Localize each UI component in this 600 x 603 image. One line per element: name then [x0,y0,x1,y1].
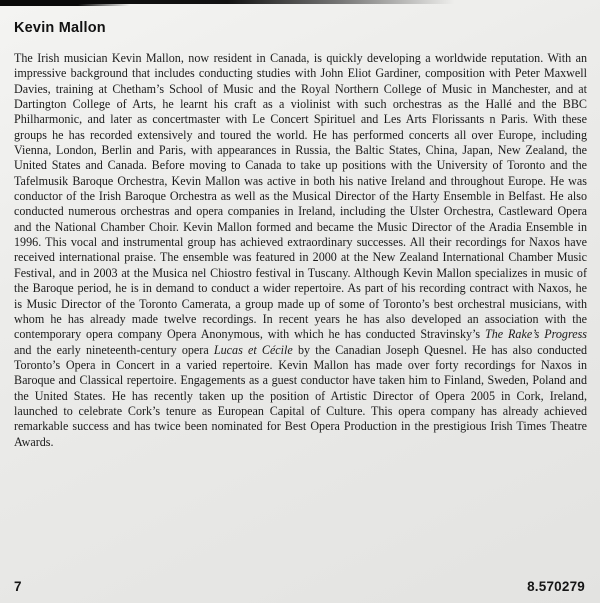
page-number: 7 [14,579,22,594]
biography-paragraph: The Irish musician Kevin Mallon, now resident in Canada, is quickly developing a worldwide reputation. With an impressive background that includes conducting studies with John Eliot Gardiner, composition with Peter Maxwell Davies, training at Chetham’s School of Music and the Royal Northern College of Music in Manchester, and at Dartington College of Arts, he learnt his craft as a violinist with such orchestras as the Hallé and the BBC Philharmonic, and later as concertmaster with Le Concert Spirituel and Les Arts Florissants n Paris. With these groups he has recorded extensively and toured the world. He has performed concerts all over Europe, including Vienna, London, Berlin and Paris, with appearances in Russia, the Baltic States, China, Japan, New Zealand, the United States and Canada. Before moving to Canada to take up positions with the University of Toronto and the Tafelmusik Baroque Orchestra, Kevin Mallon was active in both his native Ireland and throughout Europe. He was conductor of the Irish Baroque Orchestra as well as the Musical Director of the Harty Ensemble in Belfast. He also conducted numerous orchestras and opera companies in Ireland, including the Ulster Orchestra, Castleward Opera and the National Chamber Choir. Kevin Mallon formed and became the Music Director of the Aradia Ensemble in 1996. This vocal and instrumental group has achieved extraordinary successes. All their recordings for Naxos have received international praise. The ensemble was featured in 2000 at the New Zealand International Chamber Music Festival, and in 2003 at the Musica nel Chiostro festival in Tuscany. Although Kevin Mallon specializes in music of the Baroque period, he is in demand to conduct a wider repertoire. As part of his recording contract with Naxos, he is Music Director of the Toronto Camerata, a group made up of some of Toronto’s best orchestral musicians, with whom he has already made twelve recordings. In recent years he has also developed an association with the contemporary opera company Opera Anonymous, with which he has conducted Stravinsky’s The Rake’s Progress and the early nineteenth-century opera Lucas et Cécile by the Canadian Joseph Quesnel. He has also conducted Toronto’s Opera in Concert in a varied repertoire. Kevin Mallon has made over forty recordings for Naxos in Baroque and Classical repertoire. Engagements as a guest conductor have taken him to Finland, Sweden, Poland and the United States. He has recently taken up the position of Artistic Director of Opera 2005 in Cork, Ireland, launched to celebrate Cork’s tenure as European Capital of Culture. This opera company has already achieved remarkable success and has twice been nominated for Best Opera Production in the prestigious Irish Times Theatre Awards. [14,51,588,449]
page-title: Kevin Mallon [14,20,106,36]
scan-artifact-top-left-corner [0,0,130,6]
catalog-number: 8.570279 [527,579,585,594]
